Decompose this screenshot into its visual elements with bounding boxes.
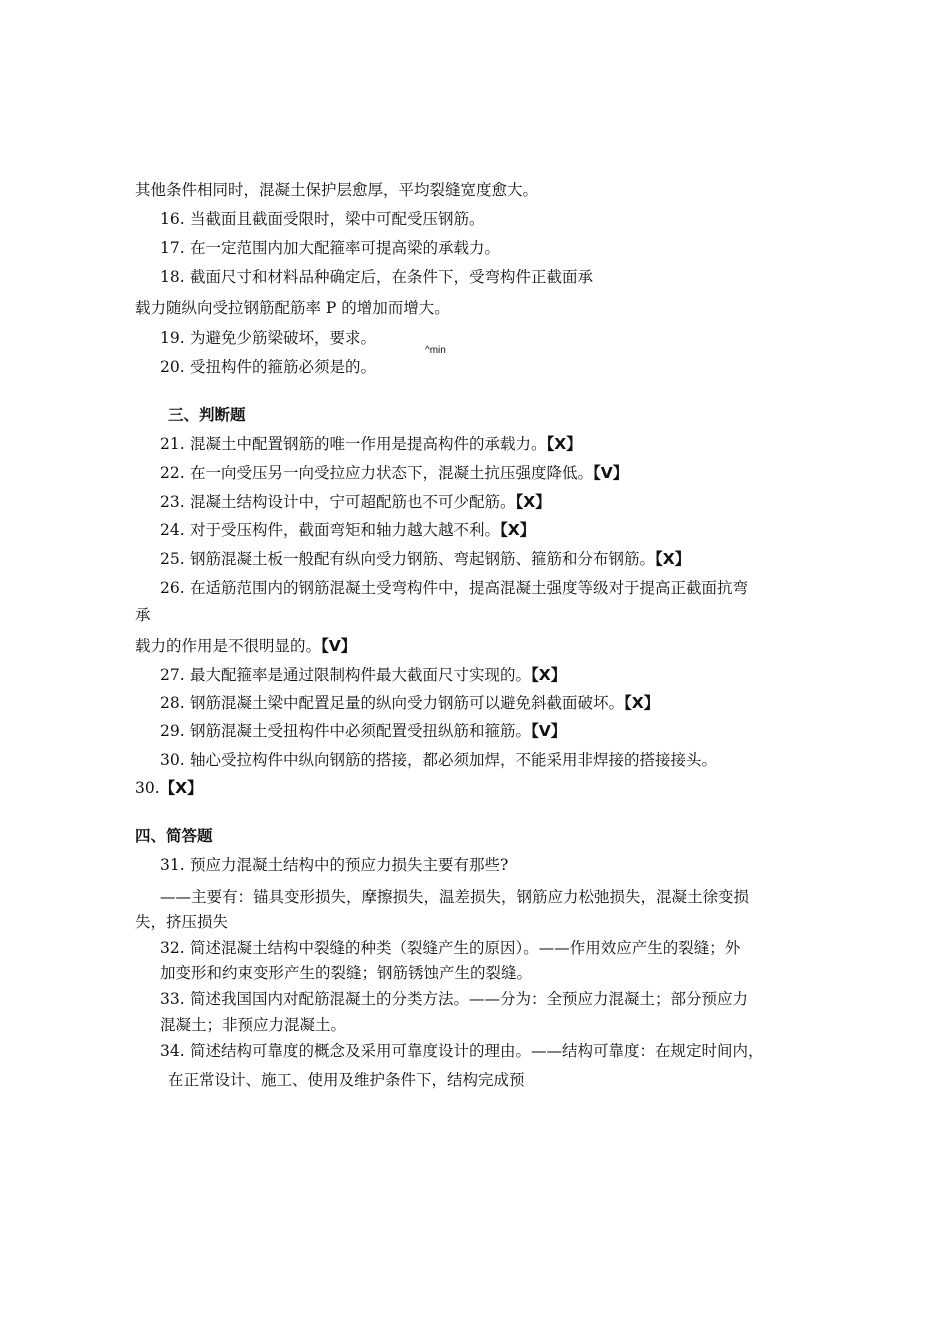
fill-intro-line: 其他条件相同时，混凝土保护层愈厚，平均裂缝宽度愈大。: [135, 181, 539, 199]
answer-mark: 【X】: [624, 694, 660, 712]
short-item-31: [160, 855, 508, 875]
answer-mark: 【X】: [531, 666, 567, 684]
item-text: 简述我国国内对配筋混凝土的分类方法。——分为：全预应力混凝土；部分预应力: [190, 990, 749, 1008]
item-text: 在一向受压另一向受拉应力状态下，混凝土抗压强度降低。: [190, 464, 594, 482]
answer-mark: 【X】: [159, 779, 203, 797]
judge-item-26-continuation-1: 承: [135, 606, 151, 624]
item-text: 钢筋混凝土梁中配置足量的纵向受力钢筋可以避免斜截面破坏。: [190, 694, 625, 712]
item-number: 19.: [160, 329, 185, 347]
item-number: 26.: [160, 579, 185, 597]
short-item-33: [160, 989, 748, 1009]
item-text: 受扭构件的箍筋必须是的。: [190, 358, 377, 376]
item-text: 混凝土中配置钢筋的唯一作用是提高构件的承载力。: [190, 435, 547, 453]
judge-heading: 三、判断题: [168, 405, 246, 424]
short-item-32: [160, 938, 740, 958]
item-number: 29.: [160, 722, 185, 740]
short-item-31-answer-2: 失，挤压损失: [135, 913, 229, 931]
judge-item-24: [160, 520, 535, 540]
judge-item-23: [160, 492, 551, 512]
short-item-34-continuation: 在正常设计、施工、使用及维护条件下，结构完成预: [168, 1071, 525, 1089]
answer-mark: 【V】: [593, 464, 629, 482]
fill-item-18-continuation: 载力随纵向受拉钢筋配筋率 P 的增加而增大。: [135, 299, 450, 317]
fill-item-20: [160, 357, 376, 377]
fill-item-19: [160, 328, 376, 348]
item-number: 17.: [160, 239, 185, 257]
item-number: 18.: [160, 268, 185, 286]
answer-mark: 【V】: [321, 637, 357, 655]
item-text: 载力的作用是不很明显的。: [135, 637, 322, 655]
item-text: 轴心受拉构件中纵向钢筋的搭接，都必须加焊，不能采用非焊接的搭接接头。: [190, 751, 718, 769]
item-number: 34.: [160, 1042, 185, 1060]
item-text: 截面尺寸和材料品种确定后，在条件下，受弯构件正截面承: [190, 268, 594, 286]
short-item-34: [160, 1041, 764, 1061]
answer-mark: 【V】: [531, 722, 567, 740]
item-number: 32.: [160, 939, 185, 957]
item-text: 钢筋混凝土受扭构件中必须配置受扭纵筋和箍筋。: [190, 722, 532, 740]
item-number: 20.: [160, 358, 185, 376]
answer-mark: 【X】: [515, 493, 551, 511]
short-item-31-answer-1: ——主要有：锚具变形损失，摩擦损失，温差损失，钢筋应力松弛损失，混凝土徐变损: [160, 888, 750, 906]
item-text: 简述混凝土结构中裂缝的种类（裂缝产生的原因）。——作用效应产生的裂缝；外: [190, 939, 741, 957]
item-text: 在适筋范围内的钢筋混凝土受弯构件中，提高混凝土强度等级对于提高正截面抗弯: [190, 579, 749, 597]
item-number: 16.: [160, 210, 185, 228]
item-text: 钢筋混凝土板一般配有纵向受力钢筋、弯起钢筋、箍筋和分布钢筋。: [190, 550, 656, 568]
short-heading: 四、简答题: [135, 826, 213, 845]
item-text: 当截面且截面受限时，梁中可配受压钢筋。: [190, 210, 485, 228]
answer-mark: 【X】: [546, 435, 582, 453]
judge-item-26-continuation-2: [135, 636, 356, 656]
judge-item-26: [160, 578, 748, 598]
fill-item-17: [160, 238, 500, 258]
item-text: 预应力混凝土结构中的预应力损失主要有那些?: [190, 856, 509, 874]
judge-item-21: [160, 434, 582, 454]
item-number: 30.: [135, 779, 160, 797]
item-number: 22.: [160, 464, 185, 482]
item-number: 21.: [160, 435, 185, 453]
item-number: 27.: [160, 666, 185, 684]
answer-mark: 【X】: [500, 521, 536, 539]
judge-item-28: [160, 693, 659, 713]
item-number: 33.: [160, 990, 185, 1008]
item-number: 28.: [160, 694, 185, 712]
item-number: 30.: [160, 751, 185, 769]
short-item-33-continuation: 混凝土；非预应力混凝土。: [160, 1016, 347, 1034]
item-text: 混凝土结构设计中，宁可超配筋也不可少配筋。: [190, 493, 516, 511]
fill-item-18: [160, 267, 593, 287]
judge-item-27: [160, 665, 566, 685]
item-number: 31.: [160, 856, 185, 874]
item-text: 最大配箍率是通过限制构件最大截面尺寸实现的。: [190, 666, 532, 684]
fill-item-16: [160, 209, 485, 229]
item-text: 在一定范围内加大配箍率可提高梁的承载力。: [190, 239, 501, 257]
min-note: ^min: [425, 345, 446, 356]
item-number: 23.: [160, 493, 185, 511]
judge-item-29: [160, 721, 566, 741]
judge-item-30: [160, 750, 717, 770]
judge-item-25: [160, 549, 690, 569]
item-text: 对于受压构件，截面弯矩和轴力越大越不利。: [190, 521, 501, 539]
item-text: 简述结构可靠度的概念及采用可靠度设计的理由。——结构可靠度：在规定时间内，: [190, 1042, 764, 1060]
item-text: 为避免少筋梁破坏，要求。: [190, 329, 377, 347]
judge-item-30-answer: [135, 778, 203, 798]
answer-mark: 【X】: [655, 550, 691, 568]
short-item-32-continuation: 加变形和约束变形产生的裂缝；钢筋锈蚀产生的裂缝。: [160, 964, 533, 982]
item-number: 24.: [160, 521, 185, 539]
judge-item-22: [160, 463, 628, 483]
item-number: 25.: [160, 550, 185, 568]
